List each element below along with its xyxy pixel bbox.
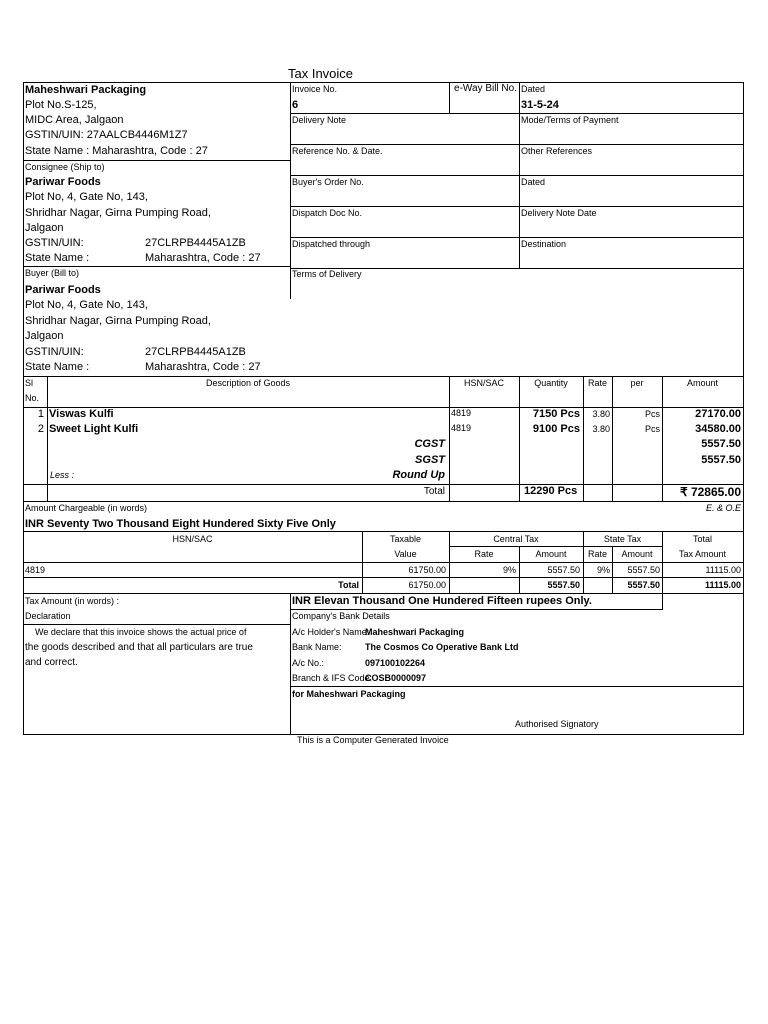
invoice-no: 6 — [292, 99, 299, 111]
item-2-hsn: 4819 — [451, 423, 472, 433]
tax-total-value: 61750.00 — [408, 580, 446, 590]
tax-header-bottom — [23, 562, 744, 563]
tax-hsn-header: HSN/SAC — [172, 534, 213, 544]
buyer-label: Buyer (Bill to) — [25, 268, 80, 278]
acno-label: A/c No.: — [292, 658, 325, 668]
tax-total-c-amount: 5557.50 — [547, 580, 580, 590]
declaration-line2: the goods described and that all particulars are true — [25, 642, 253, 653]
reference-label: Reference No. & Date. — [292, 146, 383, 156]
items-header-rate: Rate — [587, 378, 607, 388]
buyer-state-value: Maharashtra, Code : 27 — [145, 361, 261, 373]
items-header-quantity: Quantity — [534, 378, 568, 388]
item-1-rate: 3.80 — [592, 409, 610, 419]
tax-row-value: 61750.00 — [408, 565, 446, 575]
item-1-hsn: 4819 — [451, 408, 472, 418]
tax-value-header: Value — [394, 549, 417, 559]
total-amount: ₹ 72865.00 — [679, 485, 741, 499]
consignee-state-value: Maharashtra, Code : 27 — [145, 252, 261, 264]
consignee-gstin-label: GSTIN/UIN: — [25, 237, 84, 249]
seller-gstin: GSTIN/UIN: 27AALCB4446M1Z7 — [25, 129, 188, 141]
consignee-name: Pariwar Foods — [25, 176, 101, 188]
sgst-amount: 5557.50 — [701, 454, 741, 466]
buyers-order-label: Buyer's Order No. — [292, 177, 364, 187]
total-qty: 12290 Pcs — [524, 485, 578, 497]
items-top-line — [23, 376, 744, 377]
ifsc-value: COSB0000097 — [365, 673, 427, 683]
cgst-label: CGST — [414, 438, 445, 450]
tax-state-header: State Tax — [603, 534, 642, 544]
eoe-label: E. & O.E — [705, 503, 741, 513]
consignee-divider — [23, 266, 290, 267]
tax-row-s-amount: 5557.50 — [627, 565, 660, 575]
tax-row-bottom — [23, 577, 744, 578]
tax-row-hsn: 4819 — [25, 565, 46, 575]
total-label: Total — [423, 486, 445, 497]
amount-words-label: Amount Chargeable (in words) — [25, 503, 148, 513]
tax-amount-header: Tax Amount — [678, 549, 727, 559]
footer-note: This is a Computer Generated Invoice — [297, 735, 449, 745]
items-col-line — [519, 376, 520, 501]
buyer-gstin-value: 27CLRPB4445A1ZB — [145, 346, 246, 358]
tax-total-header: Total — [692, 534, 712, 544]
consignee-address3: Jalgaon — [25, 222, 64, 234]
items-header-amount: Amount — [686, 378, 719, 388]
meta-row-line — [290, 144, 744, 145]
tax-row-total: 11115.00 — [705, 565, 741, 575]
items-col-line — [583, 376, 584, 501]
consignee-gstin-value: 27CLRPB4445A1ZB — [145, 237, 246, 249]
tax-central-rate-header: Rate — [474, 549, 494, 559]
signature-top-line — [290, 686, 744, 687]
item-2-sl: 2 — [37, 423, 44, 435]
item-2-rate: 3.80 — [592, 424, 610, 434]
item-2-qty: 9100 Pcs — [532, 423, 580, 435]
signature-for: for Maheshwari Packaging — [292, 689, 406, 699]
terms-delivery-label: Terms of Delivery — [292, 269, 362, 279]
tax-subheader-line — [449, 546, 662, 547]
seller-divider — [23, 160, 290, 161]
bank-top-line — [290, 609, 662, 610]
dated-label: Dated — [521, 84, 546, 94]
delivery-note-date-label: Delivery Note Date — [521, 208, 597, 218]
tax-central-header: Central Tax — [493, 534, 539, 544]
items-header-description: Description of Goods — [205, 378, 291, 388]
dispatch-doc-label: Dispatch Doc No. — [292, 208, 363, 218]
frame-top — [23, 82, 744, 83]
header-mid-line — [290, 82, 291, 299]
item-2-name: Sweet Light Kulfi — [49, 423, 139, 435]
frame-right — [743, 82, 744, 734]
tax-table-top — [23, 531, 744, 532]
sgst-label: SGST — [415, 454, 445, 466]
tax-total-bottom — [23, 593, 744, 594]
buyer-name: Pariwar Foods — [25, 284, 101, 296]
item-1-per: Pcs — [644, 409, 660, 419]
eway-box — [450, 83, 518, 97]
holder-value: Maheshwari Packaging — [365, 627, 465, 637]
bank-label: Company's Bank Details — [292, 611, 390, 621]
tax-total-label: Total — [338, 580, 359, 590]
eway-label: e-Way Bill No. — [454, 83, 517, 94]
seller-state: State Name : Maharashtra, Code : 27 — [25, 145, 208, 157]
items-col-line — [47, 376, 48, 501]
items-header-hsn: HSN/SAC — [463, 378, 504, 388]
mode-terms-label: Mode/Terms of Payment — [521, 115, 619, 125]
tax-central-amount-header: Amount — [535, 549, 567, 559]
tax-total-total: 11115.00 — [704, 580, 741, 590]
items-header-sl: Sl — [25, 378, 34, 388]
less-label: Less : — [50, 470, 75, 480]
item-2-amount: 34580.00 — [695, 423, 741, 435]
bank-name-value: The Cosmos Co Operative Bank Ltd — [365, 642, 519, 652]
items-col-line — [449, 376, 450, 501]
destination-label: Destination — [521, 239, 567, 249]
declaration-line — [23, 624, 290, 625]
items-total-line — [23, 484, 744, 485]
items-col-line — [612, 376, 613, 501]
items-header-bottom — [23, 407, 744, 408]
consignee-address1: Plot No, 4, Gate No, 143, — [25, 191, 148, 203]
item-1-sl: 1 — [37, 408, 44, 420]
tax-state-amount-header: Amount — [621, 549, 653, 559]
dated2-label: Dated — [521, 177, 546, 187]
items-bottom-line — [23, 501, 744, 502]
buyer-gstin-label: GSTIN/UIN: — [25, 346, 84, 358]
invoice-no-label: Invoice No. — [292, 84, 338, 94]
tax-state-rate-header: Rate — [587, 549, 607, 559]
seller-address2: MIDC Area, Jalgaon — [25, 114, 124, 126]
meta-row-line — [290, 113, 744, 114]
seller-address1: Plot No.S-125, — [25, 99, 97, 111]
buyer-address3: Jalgaon — [25, 330, 64, 342]
dated-value: 31-5-24 — [521, 99, 559, 111]
consignee-label: Consignee (Ship to) — [25, 162, 105, 172]
declaration-line1: We declare that this invoice shows the actual price of — [35, 627, 247, 637]
meta-row-line — [290, 175, 744, 176]
authorised-signatory: Authorised Signatory — [515, 719, 599, 729]
other-refs-label: Other References — [521, 146, 593, 156]
tax-words-text: INR Elevan Thousand One Hundered Fifteen rupees Only. — [292, 595, 592, 607]
delivery-note-label: Delivery Note — [292, 115, 347, 125]
item-1-amount: 27170.00 — [695, 408, 741, 420]
seller-name: Maheshwari Packaging — [25, 84, 147, 96]
declaration-divider — [290, 593, 291, 734]
page-title: Tax Invoice — [288, 66, 354, 81]
tax-row-c-amount: 5557.50 — [547, 565, 580, 575]
bank-name-label: Bank Name: — [292, 642, 342, 652]
ifsc-label: Branch & IFS Code: — [292, 673, 373, 683]
items-header-per: per — [630, 378, 644, 388]
cgst-amount: 5557.50 — [701, 438, 741, 450]
declaration-line3: and correct. — [25, 657, 78, 668]
item-1-name: Viswas Kulfi — [49, 408, 114, 420]
acno-value: 097100102264 — [365, 658, 426, 668]
consignee-state-label: State Name : — [25, 252, 90, 264]
tax-total-s-amount: 5557.50 — [627, 580, 660, 590]
tax-row-c-rate: 9% — [502, 565, 516, 575]
meta-row-line — [290, 237, 744, 238]
amount-words-text: INR Seventy Two Thousand Eight Hundered Sixty Five Only — [25, 518, 336, 530]
meta-row-line — [290, 206, 744, 207]
holder-label: A/c Holder's Name: — [292, 627, 370, 637]
buyer-state-label: State Name : — [25, 361, 90, 373]
buyer-address1: Plot No, 4, Gate No, 143, — [25, 299, 148, 311]
declaration-label: Declaration — [25, 611, 71, 621]
consignee-address2: Shridhar Nagar, Girna Pumping Road, — [25, 207, 211, 219]
item-2-per: Pcs — [644, 424, 660, 434]
buyer-address2: Shridhar Nagar, Girna Pumping Road, — [25, 315, 211, 327]
item-1-qty: 7150 Pcs — [532, 408, 580, 420]
tax-taxable-header: Taxable — [389, 534, 422, 544]
dispatched-through-label: Dispatched through — [292, 239, 371, 249]
tax-row-s-rate: 9% — [596, 565, 610, 575]
items-header-no: No. — [25, 393, 40, 403]
tax-words-label: Tax Amount (in words) : — [25, 596, 120, 606]
roundup-label: Round Up — [392, 469, 445, 481]
